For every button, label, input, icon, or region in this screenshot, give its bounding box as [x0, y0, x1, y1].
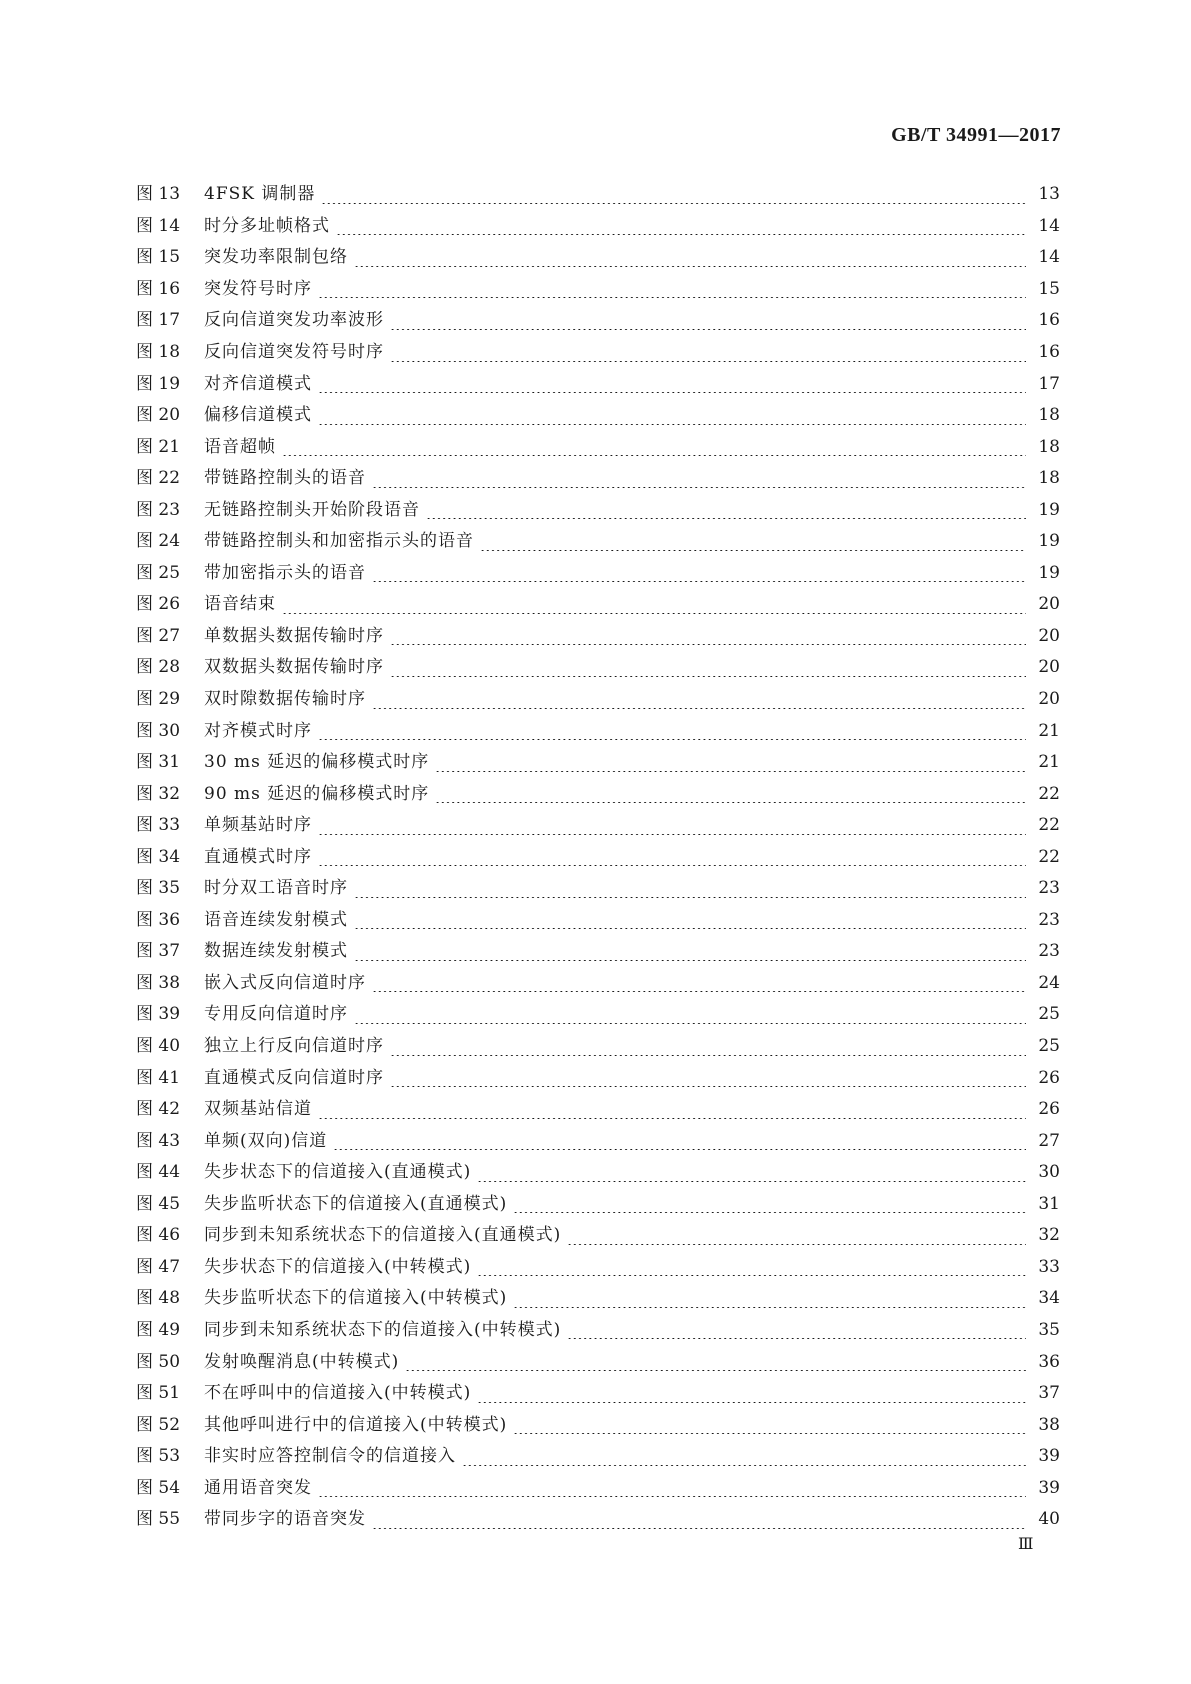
dot-leader: [321, 190, 1026, 204]
figure-title: 独立上行反向信道时序: [204, 1036, 384, 1057]
figure-title: 4FSK 调制器: [204, 184, 316, 205]
toc-entry[interactable]: [136, 1346, 1060, 1378]
figure-label: 图 29: [136, 689, 181, 710]
toc-entry[interactable]: [136, 652, 1060, 684]
dot-leader: [513, 1294, 1026, 1308]
figure-title: 非实时应答控制信令的信道接入: [204, 1446, 456, 1467]
figure-label: 图 26: [136, 594, 181, 615]
figure-title: 双时隙数据传输时序: [204, 689, 366, 710]
figure-title: 直通模式时序: [204, 846, 312, 867]
toc-entry[interactable]: [136, 305, 1060, 337]
figure-label: 图 44: [136, 1162, 181, 1183]
dot-leader: [318, 726, 1026, 740]
page-ref: 20: [1038, 689, 1060, 710]
figure-title: 单频基站时序: [204, 815, 312, 836]
figure-title: 专用反向信道时序: [204, 1004, 348, 1025]
page-ref: 20: [1038, 657, 1060, 678]
dot-leader: [426, 505, 1026, 519]
dot-leader: [390, 348, 1026, 362]
page-ref: 21: [1038, 752, 1060, 773]
dot-leader: [372, 978, 1026, 992]
page-ref: 19: [1038, 531, 1060, 552]
dot-leader: [354, 947, 1026, 961]
figure-title: 其他呼叫进行中的信道接入(中转模式): [204, 1414, 508, 1435]
figure-label: 图 46: [136, 1225, 181, 1246]
dot-leader: [513, 1420, 1026, 1434]
toc-entry[interactable]: [136, 621, 1060, 653]
figure-title: 失步监听状态下的信道接入(直通模式): [204, 1193, 508, 1214]
dot-leader: [318, 821, 1026, 835]
figure-label: 图 35: [136, 878, 181, 899]
dot-leader: [462, 1452, 1026, 1466]
dot-leader: [567, 1231, 1026, 1245]
page-ref: 13: [1038, 184, 1060, 205]
figure-label: 图 37: [136, 941, 181, 962]
toc-entry[interactable]: [136, 747, 1060, 779]
figure-title: 双频基站信道: [204, 1099, 312, 1120]
toc-entry[interactable]: [136, 1157, 1060, 1189]
figure-label: 图 42: [136, 1099, 181, 1120]
figure-label: 图 52: [136, 1414, 181, 1435]
page-ref: 34: [1038, 1288, 1060, 1309]
figure-title: 无链路控制头开始阶段语音: [204, 499, 420, 520]
dot-leader: [435, 789, 1026, 803]
dot-leader: [372, 1515, 1026, 1529]
dot-leader: [477, 1389, 1026, 1403]
page-ref: 17: [1038, 373, 1060, 394]
page-ref: 37: [1038, 1383, 1060, 1404]
page-ref: 40: [1038, 1509, 1060, 1530]
dot-leader: [372, 695, 1026, 709]
figure-title: 同步到未知系统状态下的信道接入(直通模式): [204, 1225, 562, 1246]
page-ref: 20: [1038, 594, 1060, 615]
figure-title: 带链路控制头和加密指示头的语音: [204, 531, 474, 552]
dot-leader: [336, 221, 1026, 235]
toc-entry[interactable]: [136, 1031, 1060, 1063]
dot-leader: [372, 474, 1026, 488]
figure-title: 偏移信道模式: [204, 405, 312, 426]
dot-leader: [354, 253, 1026, 267]
page-ref: 16: [1038, 342, 1060, 362]
dot-leader: [318, 284, 1026, 298]
page-ref: 32: [1038, 1225, 1060, 1246]
toc-entry[interactable]: [136, 589, 1060, 621]
dot-leader: [390, 663, 1026, 677]
toc-entry[interactable]: [136, 968, 1060, 1000]
page-ref: 26: [1038, 1067, 1060, 1088]
toc-entry[interactable]: [136, 526, 1060, 558]
page-ref: 35: [1038, 1319, 1060, 1340]
page-ref: 14: [1038, 247, 1060, 268]
page-ref: 19: [1038, 499, 1060, 520]
page-ref: 30: [1038, 1162, 1060, 1183]
dot-leader: [318, 411, 1026, 425]
dot-leader: [480, 537, 1026, 551]
figure-label: 图 51: [136, 1383, 181, 1404]
toc-entry[interactable]: [136, 1283, 1060, 1315]
toc-entry[interactable]: [136, 494, 1060, 526]
toc-entry[interactable]: [136, 936, 1060, 968]
figure-label: 图 16: [136, 278, 181, 299]
dot-leader: [318, 1483, 1026, 1497]
figure-title: 带加密指示头的语音: [204, 562, 366, 583]
figure-title: 90 ms 延迟的偏移模式时序: [204, 783, 430, 804]
toc-entry[interactable]: [136, 1189, 1060, 1221]
figure-title: 通用语音突发: [204, 1477, 312, 1498]
figure-title: 单数据头数据传输时序: [204, 625, 384, 646]
toc-entry[interactable]: [136, 715, 1060, 747]
figure-title: 对齐模式时序: [204, 720, 312, 741]
toc-entry[interactable]: [136, 1125, 1060, 1157]
figure-title: 同步到未知系统状态下的信道接入(中转模式): [204, 1319, 562, 1340]
figure-label: 图 23: [136, 499, 181, 520]
toc-entry[interactable]: [136, 1094, 1060, 1126]
dot-leader: [318, 379, 1026, 393]
dot-leader: [567, 1325, 1026, 1339]
toc-entry[interactable]: [136, 1220, 1060, 1252]
figure-title: 失步状态下的信道接入(中转模式): [204, 1256, 472, 1277]
figure-title: 双数据头数据传输时序: [204, 657, 384, 678]
toc-entry[interactable]: [136, 999, 1060, 1031]
figure-title: 嵌入式反向信道时序: [204, 972, 366, 993]
dot-leader: [372, 568, 1026, 582]
figure-label: 图 39: [136, 1004, 181, 1025]
page-ref: 31: [1038, 1193, 1060, 1214]
figure-label: 图 34: [136, 846, 181, 867]
figure-label: 图 43: [136, 1130, 181, 1151]
page-ref: 36: [1038, 1351, 1060, 1372]
dot-leader: [390, 316, 1026, 330]
page-ref: 22: [1038, 846, 1060, 867]
toc-entry[interactable]: [136, 211, 1060, 243]
page-ref: 18: [1038, 436, 1060, 457]
toc-entry[interactable]: [136, 1441, 1060, 1473]
dot-leader: [354, 915, 1026, 929]
page-ref: 24: [1038, 972, 1060, 993]
toc-entry[interactable]: [136, 274, 1060, 306]
figure-title: 时分双工语音时序: [204, 878, 348, 899]
dot-leader: [390, 1073, 1026, 1087]
figure-label: 图 55: [136, 1509, 181, 1530]
document-code: GB/T 34991—2017: [891, 124, 1061, 146]
figure-title: 突发符号时序: [204, 278, 312, 299]
figure-label: 图 31: [136, 752, 181, 773]
toc-entry[interactable]: [136, 778, 1060, 810]
dot-leader: [282, 600, 1026, 614]
dot-leader: [333, 1136, 1026, 1150]
page-number: Ⅲ: [1018, 1536, 1033, 1553]
toc-entry[interactable]: [136, 1378, 1060, 1410]
figure-title: 带链路控制头的语音: [204, 468, 366, 489]
figure-label: 图 28: [136, 657, 181, 678]
dot-leader: [282, 442, 1026, 456]
figure-label: 图 36: [136, 909, 181, 930]
figure-title: 语音连续发射模式: [204, 909, 348, 930]
toc-entry[interactable]: [136, 1315, 1060, 1347]
figure-label: 图 20: [136, 405, 181, 426]
figure-title: 发射唤醒消息(中转模式): [204, 1351, 400, 1372]
dot-leader: [390, 1042, 1026, 1056]
figure-title: 语音结束: [204, 594, 276, 615]
toc-entry[interactable]: [136, 368, 1060, 400]
figure-title: 对齐信道模式: [204, 373, 312, 394]
page-ref: 23: [1038, 909, 1060, 930]
figure-label: 图 30: [136, 720, 181, 741]
figure-label: 图 47: [136, 1256, 181, 1277]
dot-leader: [435, 758, 1026, 772]
figure-title: 突发功率限制包络: [204, 247, 348, 268]
page-ref: 20: [1038, 625, 1060, 646]
figure-title: 直通模式反向信道时序: [204, 1067, 384, 1088]
page-ref: 39: [1038, 1446, 1060, 1467]
figure-label: 图 38: [136, 972, 181, 993]
figure-label: 图 22: [136, 468, 181, 489]
figure-title: 不在呼叫中的信道接入(中转模式): [204, 1383, 472, 1404]
dot-leader: [318, 1105, 1026, 1119]
figure-label: 图 49: [136, 1319, 181, 1340]
figure-label: 图 15: [136, 247, 181, 268]
page-ref: 23: [1038, 878, 1060, 899]
dot-leader: [354, 1010, 1026, 1024]
page-ref: 22: [1038, 815, 1060, 836]
figure-label: 图 33: [136, 815, 181, 836]
figure-label: 图 54: [136, 1477, 181, 1498]
figure-label: 图 45: [136, 1193, 181, 1214]
figure-label: 图 14: [136, 215, 181, 236]
figure-title: 时分多址帧格式: [204, 215, 330, 236]
page-ref: 18: [1038, 405, 1060, 426]
toc-entry[interactable]: [136, 1409, 1060, 1441]
figure-title: 失步监听状态下的信道接入(中转模式): [204, 1288, 508, 1309]
page-ref: 19: [1038, 562, 1060, 583]
toc-entry[interactable]: [136, 841, 1060, 873]
figure-label: 图 13: [136, 184, 181, 205]
dot-leader: [318, 852, 1026, 866]
page-ref: 39: [1038, 1477, 1060, 1498]
dot-leader: [354, 884, 1026, 898]
toc-entry[interactable]: [136, 1472, 1060, 1504]
toc-entry[interactable]: [136, 179, 1060, 211]
figure-label: 图 48: [136, 1288, 181, 1309]
page-ref: 14: [1038, 215, 1060, 236]
page-ref: 33: [1038, 1256, 1060, 1277]
dot-leader: [477, 1168, 1026, 1182]
figure-title: 反向信道突发功率波形: [204, 310, 384, 331]
figure-label: 图 25: [136, 562, 181, 583]
page-ref: 15: [1038, 278, 1060, 299]
figure-label: 图 17: [136, 310, 181, 331]
dot-leader: [477, 1262, 1026, 1276]
figure-label: 图 32: [136, 783, 181, 804]
page-ref: 25: [1038, 1004, 1060, 1025]
toc-entry[interactable]: [136, 873, 1060, 905]
page-ref: 18: [1038, 468, 1060, 489]
figure-title: 失步状态下的信道接入(直通模式): [204, 1162, 472, 1183]
figure-label: 图 41: [136, 1067, 181, 1088]
figure-label: 图 19: [136, 373, 181, 394]
toc-entry[interactable]: [136, 463, 1060, 495]
page-ref: 23: [1038, 941, 1060, 962]
toc-entry[interactable]: [136, 558, 1060, 590]
page-ref: 21: [1038, 720, 1060, 741]
page-ref: 25: [1038, 1036, 1060, 1057]
toc-entry[interactable]: [136, 684, 1060, 716]
figure-label: 图 18: [136, 342, 181, 362]
toc-entry[interactable]: [136, 1504, 1060, 1536]
figure-title: 数据连续发射模式: [204, 941, 348, 962]
toc-entry[interactable]: [136, 400, 1060, 432]
figure-label: 图 21: [136, 436, 181, 457]
figure-title: 带同步字的语音突发: [204, 1509, 366, 1530]
figure-title: 30 ms 延迟的偏移模式时序: [204, 752, 430, 773]
figure-label: 图 27: [136, 625, 181, 646]
toc-entry[interactable]: [136, 810, 1060, 842]
page-ref: 27: [1038, 1130, 1060, 1151]
figure-label: 图 40: [136, 1036, 181, 1057]
figure-list: [136, 179, 1060, 1536]
dot-leader: [405, 1357, 1026, 1371]
figure-title: 语音超帧: [204, 436, 276, 457]
toc-entry[interactable]: [136, 1252, 1060, 1284]
toc-entry[interactable]: [136, 337, 1060, 369]
figure-label: 图 53: [136, 1446, 181, 1467]
dot-leader: [513, 1199, 1026, 1213]
page-ref: 16: [1038, 310, 1060, 331]
toc-entry[interactable]: [136, 1062, 1060, 1094]
figure-title: 反向信道突发符号时序: [204, 342, 384, 362]
page-ref: 38: [1038, 1414, 1060, 1435]
toc-entry[interactable]: [136, 905, 1060, 937]
toc-entry[interactable]: [136, 431, 1060, 463]
dot-leader: [390, 631, 1026, 645]
page-ref: 22: [1038, 783, 1060, 804]
figure-label: 图 24: [136, 531, 181, 552]
page-ref: 26: [1038, 1099, 1060, 1120]
figure-label: 图 50: [136, 1351, 181, 1372]
figure-title: 单频(双向)信道: [204, 1130, 328, 1151]
toc-entry[interactable]: [136, 242, 1060, 274]
